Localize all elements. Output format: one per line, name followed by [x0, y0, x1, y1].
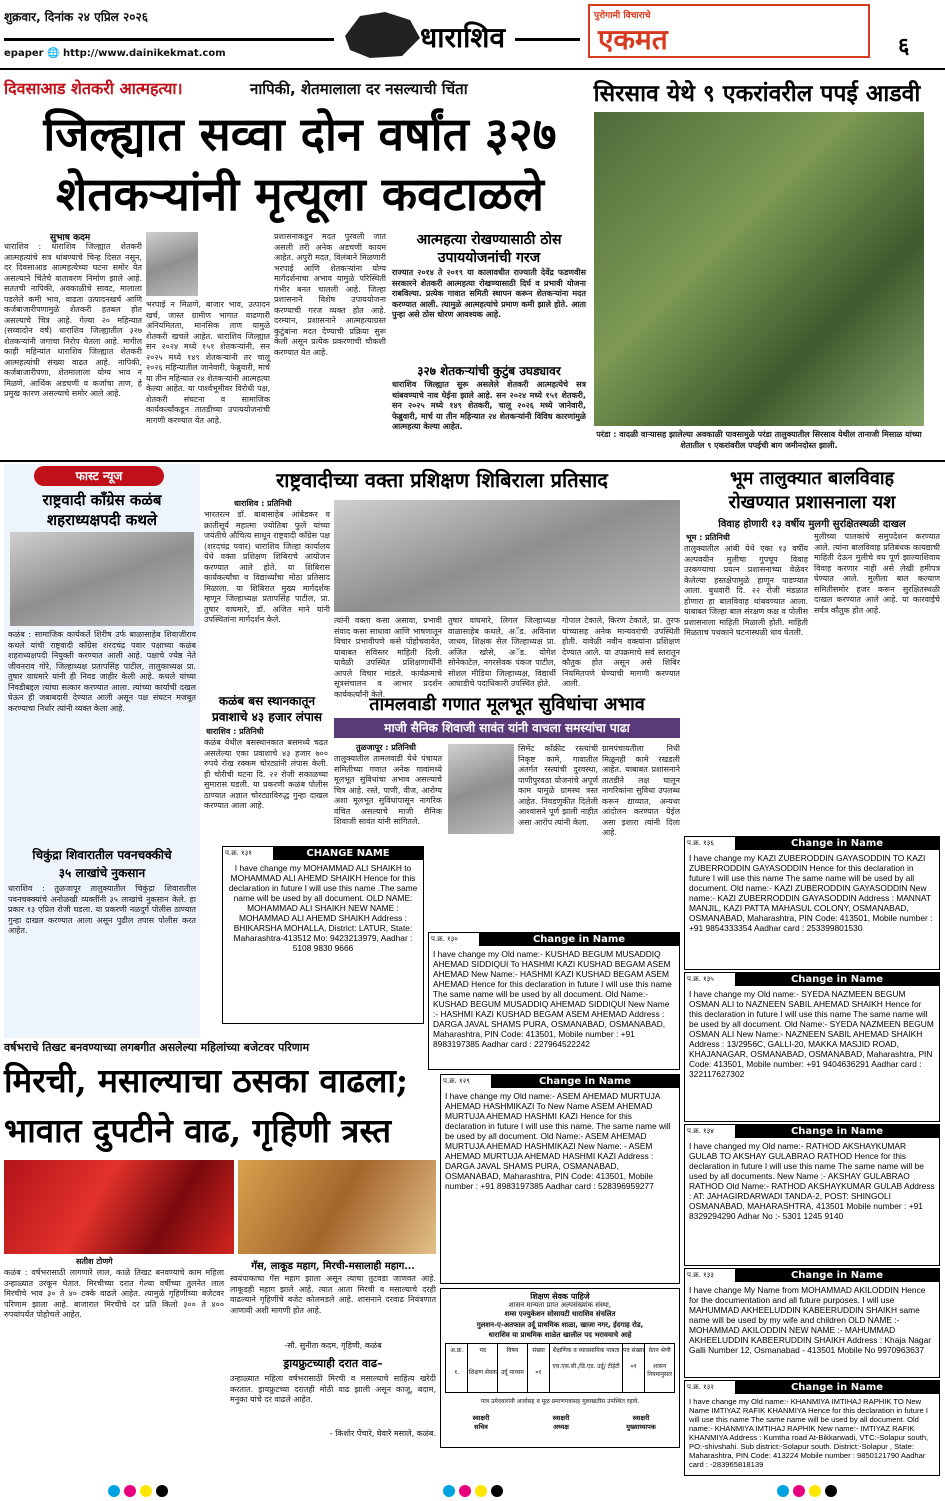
- recruit-col-0: अ.क्र. १.: [446, 1344, 468, 1392]
- notice-133: [684, 1268, 940, 1378]
- fastnews-body2: धाराशिव : तुळजापूर तालुक्यातील चिकुंद्रा शिवारातील पवनचक्क्यांचे अनोळखी व्यक्तींनी ३५ लाखांचे नुकसान केले. हा प्रकार १३ एप्रिल रोजी घडला. या प्रकरणी नळदुर्ग पोलीस ठाण्यात गुन्हा दाखल करण्यात आला असून पुढील तपास पोलीस करत आहेत.: [8, 884, 196, 935]
- ncp-body2: त्यांनी वक्ता कसा असावा, प्रभावी संवाद कसा साधावा आणि भाषणातून विचार प्रभावीपणे कसे पोहोचवावेत, याबाबत सविस्तर माहिती दिली. यावेळी उपस्थित प्रशिक्षणार्थींनी आपले विचार मांडले. कार्यक्रमाचे सूत्रसंचालन व आभार प्रदर्शन कार्यकर्त्यांनी केले.: [334, 616, 442, 699]
- issue-date: शुक्रवार, दिनांक २४ एप्रिल २०२६: [4, 10, 148, 24]
- swatch-black-2: [491, 1485, 503, 1497]
- recruit-col-2: विषय उर्दू माध्यम: [498, 1344, 528, 1392]
- epaper-link[interactable]: epaper 🌐 http://www.dainikekmat.com: [4, 48, 226, 59]
- recruit-t4: गुलशन-ए-अतफाल उर्दू प्राथमिक शाळा, खाजा नगर, ईदगाह रोड,: [476, 1321, 644, 1329]
- chilli-kicker: वर्षभराचे तिखट बनवण्याच्या लगबगीत असलेल्या महिलांच्या बजेटवर परिणाम: [4, 1041, 310, 1054]
- page-number: ६: [898, 33, 910, 59]
- headline-story1-line1: जिल्ह्यात सव्वा दोन वर्षांत ३२७: [43, 107, 557, 161]
- notice-130-head: Change in Name: [479, 933, 679, 946]
- chilli-quote: -सौ. सुनीता कदम, गृहिणी, कळंब: [284, 1341, 382, 1350]
- ncp-headline: राष्ट्रवादीच्या वक्ता प्रशिक्षण शिबिराला प्रतिसाद: [276, 468, 608, 492]
- kalamb-body: कळंब येथील बसस्थानकात बसमध्ये चढत असलेल्या एका प्रवाशाचे ४३ हजार ७०० रुपये रोख रक्कम चोरट्यांनी लंपास केली. ही चोरीची घटना दि. २२ रोजी सकाळच्या सुमारास घडली. या प्रकरणी कळंब पोलीस ठाण्यात अज्ञात चोरट्याविरुद्ध गुन्हा दाखल करण्यात आला आहे.: [204, 738, 328, 810]
- chilli-quote2: - किशोर पेंचारे, घेवारे मसाले, कळंब.: [329, 1429, 436, 1438]
- tamalwadi-body: तालुक्यातील तामलवाडी येथे पंचायत समितीच्या गणात अनेक गावांमध्ये मूलभूत सुविधांचा अभाव असल्याचे चित्र आहे. रस्ते, पाणी, वीज, आरोग्य अशा मूलभूत सुविधांपासून नागरिक वंचित असल्याचे माजी सैनिक शिवाजी सावंत यांनी सांगितले.: [334, 754, 442, 826]
- notice-133-head: Change in Name: [735, 1269, 939, 1282]
- notice-132-body: I have change my Old name:- KHANMIYA IMTIHAJ RAPHIK TO New Name IMTIYAZ RAFIK KHANMIYA Hence for this declaration in future I will use this name The same name will be used by all document. Old name:- KHANMIYA IMTIHAJ RAPHIK New name:- IMTIYAZ RAFIK KHANMIYA Address : Kumtha road At-Bikkarwadi, VTC:-Solapur south, PO:-shivshahi. Sub district:-Solapur south. District:-Solapur , State: Maharashtra, PIN Code: 413224 Mobile number : 9850121790 Aadhar card : -283965818139: [689, 1397, 929, 1469]
- sidebar1-body: राज्यात २०१४ ते २०१९ या कालावधीत राज्याती देवेंद्र फडणवीस सरकारने शेतकरी आत्महत्या रोखण्यासाठी दिर्घ व प्रभावी योजना राबविल्या. प्रत्येक गावात समिती स्थापन करून शेतकऱ्यांना मदत करण्यात आली. त्यामुळे आत्महत्यांचे प्रमाण कमी झाले होते. आता पुन्हा असे ठोस धोरण आवश्यक आहे.: [392, 268, 586, 319]
- chilli-headline1: मिरची, मसाल्याचा ठसका वाढला;: [4, 1061, 409, 1100]
- story1-body-col2: भरपाई न मिळणे, बाजार भाव, उत्पादन खर्च, जास्त ग्रामीण भागात वाढणारी अनियमितता, मानसिक ताण यामुळे शेतकरी खचले आहेत. धाराशिव जिल्ह्यात सन २०२४ मध्ये १५१ शेतकऱ्यांनी, सन २०२५ मध्ये १४९ शेतकऱ्यांनी तर चालू २०२६ महिन्यातील जानेवारी, फेब्रुवारी, मार्च या तीन महिन्यात २४ शेतकऱ्यांनी आत्महत्या केल्या आहेत. या पार्श्वभूमीवर विरोधी पक्ष, शेतकरी संघटना व सामाजिक कार्यकर्त्यांकडून तातडीच्या उपाययोजनांची मागणी करण्यात येत आहे.: [146, 300, 270, 425]
- color-registration-strip: [0, 1482, 945, 1498]
- recruit-t3: शम्स एज्युकेशन सोसायटी धाराशिव संचलित: [504, 1310, 616, 1318]
- swatch-black: [156, 1485, 168, 1497]
- recruit-t5: धाराशिव या प्राथमिक शाळेत खालील पद भरावयाचे आहे: [488, 1331, 632, 1339]
- chilli-body: कळंब : वर्षभरासाठी लागणारे लाल, काळे तिखट बनवण्याचे काम महिला उन्हाळ्यात उरकून घेतात. मिरचीच्या दरात गेल्या वर्षीच्या तुलनेत लाल मिरचीचे भाव ३० ते ४० टक्के वाढले आहेत. त्यामुळे गृहिणींच्या बजेटवर परिणाम झाला आहे. बाजारात मिरचीचे दर प्रति किलो ३०० ते ४०० रुपयांपर्यंत पोहोचले आहेत.: [4, 1268, 224, 1319]
- balvivah-subhead: विवाह होणारी १३ वर्षीय मुलगी सुरक्षितस्थळी दाखल: [718, 519, 906, 530]
- paper-name: एकमत: [598, 23, 668, 56]
- ncp-body4: गोपाल टेकाले, किरण टेकाले, प्रा. तुरफ यांच्यासह अनेक मान्यवरांची उपस्थिती होती. यावेळी नवीन वक्त्यांना प्रशिक्षण देण्यात आले. या उपक्रमाचे सर्व स्तरातून कौतुक होत असून असे शिबिर नियमितपणे घेण्याची मागणी करण्यात आली.: [562, 616, 680, 688]
- masthead: [0, 0, 945, 70]
- balvivah-body2: मुलीच्या पालकांचे समुपदेशन करण्यात आले. त्यांना बालविवाह प्रतिबंधक कायद्याची माहिती देऊन मुलीचे वय पूर्ण झाल्याशिवाय विवाह करणार नाही असे लेखी हमीपत्र घेण्यात आले. मुलीला बाल कल्याण समितीसमोर हजर करून सुरक्षितस्थळी दाखल करण्यात आले आहे. या कारवाईचे सर्वत्र कौतुक होत आहे.: [814, 532, 940, 615]
- portrait-photo: [146, 232, 198, 296]
- fastnews-subhead2: ३५ लाखांचे नुकसान: [58, 866, 146, 880]
- notice-131-num: प.क्र. १३१: [225, 849, 252, 857]
- balvivah-title1: भूम तालुक्यात बालविवाह: [729, 468, 895, 489]
- sidebar1-body2: धाराशिव जिल्ह्यात सुरू असलेले शेतकरी आत्महत्येचे सत्र थांबवण्याचे नाव घेईना झाले आहे. सन २०२४ मध्ये १५१ शेतकरी, सन २०२५ मध्ये १४९ शेतकरी, चालू २०२६ मध्ये जानेवारी, फेब्रुवारी, मार्च या तीन महिन्यात २४ शेतकऱ्यांनी विविध कारणांमुळे आत्महत्या केल्या आहेत.: [392, 380, 586, 431]
- recruit-col-5: पद संख्या ०१: [623, 1344, 645, 1392]
- notice-130-body: I have change my Old name:- KUSHAD BEGUM MUSADDIQ AHEMAD SIDDIQUI To HASHMI KAZI KUSHAD BEGAM ASEM AHEMAD New Name:- HASHMI KAZI KUSHAD BEGAM ASEM AHEMAD Hence for this declaration in future I will use this name The same name will be used by all document. Old Name:- KUSHAD BEGUM MUSADDIQ AHEMAD SIDDIQUI New Name :- HASHMI KAZI KUSHAD BEGAM ASEM AHEMAD Address : DARGA JAVAL SHAMS PURA, OSMANABAD, OSMANABAD, Maharashtra, PIN Code: 413501, Mobile number : +91 8983197385 Aadhar card : 227964522242: [433, 949, 672, 1049]
- tamalwadi-body3: ग्रामपंचायतीला निधी मिळूनही कामे रखडली आहेत. याबाबत प्रशासनाने तातडीने लक्ष घालून नागरिकांना सुविधा उपलब्ध करून द्याव्यात, अन्यथा आंदोलन करण्यात येईल असा इशारा त्यांनी दिला आहे.: [602, 744, 680, 837]
- fastnews-label: फास्ट न्यूज: [34, 466, 164, 486]
- fastnews-panel: [4, 464, 200, 1038]
- balvivah-body: तालुक्यातील आंबी येथे एका १३ वर्षीय अल्पवयीन मुलीचा गुपचूप विवाह उरकण्याचा प्रयत्न प्रशासनाच्या वेळेवर केलेल्या हस्तक्षेपामुळे हाणून पाडण्यात आला. बुधवारी दि. २२ रोजी मंडळात होणारा हा बालविवाह थांबवण्यात आला. याबाबत जिल्हा बाल संरक्षण कक्ष व पोलीस प्रशासनाला माहिती मिळाली होती. माहिती मिळताच पथकाने घटनास्थळी धाव घेतली.: [684, 544, 808, 637]
- kalamb-byline: धाराशिव : प्रतिनिधी: [206, 727, 264, 736]
- tamalwadi-portrait: [448, 744, 514, 834]
- notice-131: [222, 846, 424, 1024]
- chilli-headline2: भावात दुपटीने वाढ, गृहिणी त्रस्त: [4, 1111, 392, 1150]
- swatch-cyan: [108, 1485, 120, 1497]
- notice-133-num: प.क्र. १३३: [687, 1271, 714, 1279]
- notice-136-head: Change in Name: [735, 837, 939, 850]
- masthead-rule-right: [515, 38, 580, 41]
- recruit-ad: [440, 1288, 680, 1448]
- byline-story1: सुभाष कदम: [50, 233, 91, 243]
- notice-136-body: I have change my KAZI ZUBERODDIN GAYASODDIN TO KAZI ZUBERRODDIN GAYASODDIN Hence for this declaration in future I will use this name The same name will be used by all document. Old name:- KAZI ZUBERODDIN GAYASODDIN New name:- KAZI ZUBERRODDIN GAYASODDIN Address : MANNAT MANJIL, KAZI PATTA MAHASUL COLONY, OSMANABAD, OSMANABAD, Maharashtra, PIN Code: 413501, Mobile number : +91 9854333354 Aadhar card : 253399801530: [689, 853, 933, 933]
- notice-131-body: I have change my MOHAMMAD ALI SHAIKH to MOHAMMAD ALI AHEMD SHAIKH Hence for this declaration in future I will use this name .The same name will be used by all document. OLD NAME: MOHAMMAD ALI SHAIKH NEW NAME : MOHAMMAD ALI AHEMD SHAIKH Address : BHIKARSHA MOHALLA, District: LATUR, State: Maharashtra-413512 Mo: 9423213979, Aadhar : 5108 9830 9666: [228, 863, 418, 953]
- ncp-body3: तुषार वाघमारे, लिगल जिल्हाध्यक्ष वाळासाहेब कथले, अॅड. अविनाश जाधव, शिक्षक सेल जिल्हाध्यक्ष प्रा. अजित खोसे, अॅड. योगेश सोनेकाटेल, नगरसेवक पंकज पाटील, सोशल मीडिया जिल्हाध्यक्ष, विद्यार्थी आघाडीचे पदाधिकारी उपस्थित होते.: [448, 616, 556, 688]
- recruit-foot: पात्र उमेदवारांनी अर्जासह व मूळ प्रमाणपत्रासह मुलाखतीस उपस्थित रहावे.: [480, 1398, 640, 1405]
- ncp-body: भारतरत्न डॉ. बाबासाहेब आंबेडकर व क्रांतीसूर्य महात्मा ज्योतिबा फुले यांच्या जयंतीचे औचित्य साधून राष्ट्रवादी काँग्रेस पक्ष (शरदचंद्र पवार) धाराशिव जिल्हा कार्यालय येथे वक्ता प्रशिक्षण शिबिराचे आयोजन करण्यात आले होते. या शिबिरास कार्यकर्त्यांचा व विद्यार्थ्यांचा मोठा प्रतिसाद मिळाला. या शिबिरात मुख्य मार्गदर्शक म्हणून जिल्हाध्यक्ष प्रतापसिंह पाटील, प्रा. तुषार वाघमारे, डॉ. अजित माने यांनी उपस्थितांना मार्गदर्शन केले.: [204, 510, 330, 624]
- tamalwadi-body2: सिमेंट काँक्रीट रस्त्यांची निकृष्ट कामे, गावातील अंतर्गत रस्त्यांची दुरवस्था, पाणीपुरवठा योजनांचे अपूर्ण काम यामुळे ग्रामस्थ त्रस्त आहेत. निवडणुकीत दिलेली आश्वासने पूर्ण झाली नाहीत असा आरोप त्यांनी केला.: [518, 744, 598, 827]
- ncp-photo: [334, 500, 680, 612]
- recruit-col-6: वेतन श्रेणी शासन नियमानुसार: [647, 1347, 673, 1378]
- notice-136: [684, 836, 940, 970]
- chilli-photo-market: [238, 1160, 436, 1254]
- notice-131-head: CHANGE NAME: [273, 847, 423, 860]
- notice-134-body: I have changed my Old name:- RATHOD AKSHAYKUMAR GULAB TO AKSHAY GULABRAO RATHOD Hence for this declaration in future I will use this name The same name will be used by all documents. New Name :- AKSHAY GULABRAO RATHOD Old Name:- RATHOD AKSHAYKUMAR GULAB Address : AT: JAHAGIRDARWADI TANDA-2, POST: SHINGOLI OSMANABAD, MAHARASHTRA, 413501 Mobile number : +91 8329294290 Adhar No :- 5301 1245 9140: [689, 1141, 935, 1221]
- balvivah-byline: भूम : प्रतिनिधी: [686, 533, 730, 542]
- notice-132: [684, 1380, 940, 1476]
- notice-132-head: Change in Name: [735, 1381, 939, 1394]
- tamalwadi-subhead: माजी सैनिक शिवाजी सावंत यांनी वाचला समस्यांचा पाढा: [334, 718, 680, 738]
- fastnews-title1: राष्ट्रवादी काँग्रेस कळंब: [42, 491, 162, 509]
- swatch-magenta-3: [793, 1485, 805, 1497]
- notice-136-num: प.क्र. १३६: [687, 839, 714, 847]
- chilli-photo-red: [4, 1160, 234, 1254]
- notice-134-num: प.क्र. १३४: [687, 1127, 714, 1135]
- recruit-t2: शासन मान्यता प्राप्त अल्पसंख्यांक संस्था,: [508, 1301, 612, 1309]
- paper-logo: [588, 4, 870, 58]
- notice-135-num: प.क्र. १३५: [687, 975, 714, 983]
- story1-body-col1: धाराशिव : धाराशिव जिल्ह्यात शेतकरी आत्महत्यांचे सत्र थांबण्याचे चिन्ह दिसत नसून, दर दिवसाआड आत्महत्येच्या घटना समोर येत असल्याने चिंतेचे वातावरण निर्माण झाले आहे. सततची नापिकी, अवकाळीचे सावट, मालाला पडलेले कमी भाव, वाढता उत्पादनखर्च आणि कर्जबाजारीपणामुळे शेतकरी हतबल होत असल्याचे चित्र आहे. गेल्या २० महिन्यात (सव्वादोन वर्ष) धाराशिव जिल्ह्यातील ३२७ शेतकऱ्यांनी जगाचा निरोप घेतला आहे. मागील काही महिन्यांत धाराशिव जिल्ह्यात शेतकरी आत्महत्यांची संख्या वाढत आहे. नापिकी, कर्जबाजारीपणा, शेतमालाला योग्य भाव न मिळणे, आर्थिक अडचणी व कर्जाचा ताण, हे प्रमुख कारण असल्याचे समोर आले आहे.: [4, 242, 142, 398]
- recruit-table: [445, 1343, 675, 1393]
- story1-body-col3: प्रशासनाकडून मदत पुरवली जात असली तरी अनेक अडचणी कायम आहेत. अपुरी मदत, विलंबाने मिळणारी भरपाई आणि शेतकऱ्यांना योग्य मार्गदर्शनाचा अभाव यामुळे परिस्थिती गंभीर बनत चालली आहे. जिल्हा प्रशासनाने विशेष उपाययोजना करण्याची गरज व्यक्त होत आहे. दरम्यान, प्रशासनाने आत्महत्याग्रस्त कुटुंबांना मदत देण्याची प्रक्रिया सुरू केली असून प्रत्येक प्रकरणाची चौकशी करण्यात येत आहे.: [274, 232, 386, 357]
- notice-135-body: I have change my Old name:- SYEDA NAZMEEN BEGUM OSMAN ALI to NAZNEEN SABIL AHEMAD SHAIKH Hence for this declaration in future I will use this name The same name will be used by all document. Old Name:- SYEDA NAZMEEN BEGUM OSMAN ALI New Name:- NAZNEEN SABIL AHEMAD SHAIKH Address : 13/2956C, GALLI-20, MAKKA MASJID ROAD, KHAJANAGAR, OSMANABAD, OSMANABAD, Maharashtra, PIN Code: 413501, Mobile number: +91 9404636291 Aadhar card : 322117627302: [689, 989, 934, 1079]
- swatch-black-3: [825, 1485, 837, 1497]
- chilli-subhead: गॅस, लाकूड महाग, मिरची-मसालाही महाग...: [251, 1261, 415, 1272]
- notice-130: [428, 932, 680, 1070]
- swatch-magenta-2: [459, 1485, 471, 1497]
- city-title: धाराशिव: [420, 21, 506, 54]
- fastnews-body: कळंब : सामाजिक कार्यकर्ते शिरीष उर्फ बाळासाहेब शिवाजीराव कथले यांची राष्ट्रवादी काँग्रेस शरदचंद्र पवार पक्षाच्या कळंब शहराध्यक्षपदी नियुक्ती करण्यात आली आहे. पक्षाचे ज्येष्ठ नेते जीवनराव गोरे, जिल्हाध्यक्ष प्रतापसिंह पाटील, तालुकाध्यक्ष प्रा. तुषार वाघमारे यांनी ही निवड जाहीर केली आहे. कथले यांच्या निवडीबद्दल त्यांचा सत्कार करण्यात आला. त्यांच्या कार्याची दखल घेऊन ही जबाबदारी देण्यात आली असून पक्ष संघटन मजबूत करण्याचा निर्धार त्यांनी व्यक्त केला आहे.: [8, 630, 196, 713]
- swatch-yellow: [140, 1485, 152, 1497]
- notice-134-head: Change in Name: [735, 1125, 939, 1138]
- notice-130-num: प.क्र. १३०: [431, 935, 458, 943]
- kicker-red: दिवसाआड शेतकरी आत्महत्या।: [4, 79, 183, 98]
- notice-135: [684, 972, 940, 1122]
- sidebar1-box: [390, 230, 588, 458]
- notice-135-head: Change in Name: [735, 973, 939, 986]
- recruit-sig-1: स्वाक्षरी अध्यक्ष: [552, 1414, 570, 1431]
- notice-129-num: प.क्र. १२९: [443, 1077, 470, 1085]
- kalamb-title2: प्रवाशाचे ४३ हजार लंपास: [212, 710, 322, 724]
- map-icon: [340, 6, 425, 62]
- recruit-col-3: संख्या ०१: [528, 1344, 550, 1392]
- chilli-body2: स्वयंपाकाचा गॅस महाग झाला असून त्याचा तुटवडा जाणवत आहे. लाकूडही महाग झाले आहे. त्यात आता मिरची व मसाल्याचे दरही वाढल्याने गृहिणींचे बजेट कोलमडले आहे. शासनाने दरवाढ नियंत्रणात आणावी अशी मागणी होत आहे.: [230, 1274, 436, 1315]
- chilli-subhead2: ड्रायफ्रुटच्याही दरात वाढ–: [283, 1357, 383, 1370]
- tamalwadi-byline: तुळजापूर : प्रतिनिधी: [356, 743, 416, 752]
- chilli-body3: उन्हाळ्यात महिला वर्षभरासाठी मिरची व मसाल्याचे साहित्य खरेदी करतात. ड्रायफ्रुटच्या दरातही मोठी वाढ झाली असून काजू, बदाम, मनुका यांचे दर वाढले आहेत.: [230, 1374, 436, 1404]
- papaya-headline: सिरसाव येथे ९ एकरांवरील पपई आडवी: [593, 80, 921, 107]
- swatch-yellow-2: [475, 1485, 487, 1497]
- notice-132-num: प.क्र. १३२: [687, 1383, 714, 1391]
- recruit-col-1: पद शिक्षण सेवक: [468, 1344, 498, 1392]
- ncp-byline: धाराशिव : प्रतिनिधी: [234, 499, 292, 508]
- fastnews-subhead: चिकुंद्रा शिवारातील पवनचक्कीचे: [32, 848, 172, 862]
- rule-mid1: [0, 460, 945, 462]
- recruit-col-4: शैक्षणिक व व्यावसायिक पात्रता एच.एस.सी./डि.एड. उर्दू/ टीईटी: [550, 1344, 623, 1392]
- masthead-rule: [4, 38, 334, 41]
- notice-129: [440, 1074, 680, 1284]
- sidebar1-title1: आत्महत्या रोखण्यासाठी ठोस: [416, 232, 562, 248]
- recruit-sig-2: स्वाक्षरी मुख्याध्यापक: [626, 1414, 656, 1431]
- fastnews-photo: [10, 532, 194, 626]
- recruit-sig-0: स्वाक्षरी सचिव: [472, 1414, 490, 1431]
- swatch-cyan-2: [443, 1485, 455, 1497]
- notice-134: [684, 1124, 940, 1266]
- sidebar1-subhead: ३२७ शेतकऱ्यांची कुटुंब उघड्यावर: [417, 364, 561, 378]
- swatch-cyan-3: [777, 1485, 789, 1497]
- top-rule: [0, 68, 945, 70]
- kicker-black: नापिकी, शेतमालाला दर नसल्याची चिंता: [250, 80, 468, 98]
- notice-129-body: I have change my Old name:- ASEM AHEMAD MURTUJA AHEMAD HASHMIKAZI To New Name ASEM AHEMAD MURTUJA AHEMAD HASHMI KAZI Hence for this declaration in future I will use this name. The same name will be used by all document. Old Name:- ASEM AHEMAD MURTUJA AHEMAD HASHMIKAZI New Name: - ASEM AHEMAD MURTUJA AHEMAD HASHMI KAZI Address : DARGA JAVAL SHAMS PURA, OSMANABAD, OSMANABAD, Maharashtra, PIN Code: 413501, Mobile number : +91 8983197385 Aadhar card : 528396959277: [445, 1091, 671, 1191]
- chilli-byline: सतीश टोणगे: [76, 1257, 113, 1266]
- kalamb-title1: कळंब बस स्थानकातून: [218, 694, 316, 708]
- tamalwadi-headline: तामलवाडी गणात मूलभूत सुविधांचा अभाव: [369, 694, 645, 715]
- notice-133-body: I have change My Name from MOHAMMAD AKILODDIN Hence for the documentation and all future purposes. I will use MAHUMMAD AKHEELUDDIN KABEERUDDIN SHAIKH same name will be used by my wife and children OLD NAME :- MOHAMMAD AKILODDIN NEW NAME :- MAHUMMAD AKHEELUDDIN KABEERUDDIN SHAIKH Address : Khaja Nagar Galli Number 12, Osmanabad - 413501 Mobile No 9970963637: [689, 1285, 932, 1355]
- papaya-photo: [594, 112, 924, 426]
- headline-story1-line2: शेतकऱ्यांनी मृत्यूला कवटाळले: [56, 167, 544, 221]
- fastnews-title2: शहराध्यक्षपदी कथले: [46, 511, 158, 529]
- sidebar1-title2: उपाययोजनांची गरज: [437, 250, 541, 266]
- swatch-magenta: [124, 1485, 136, 1497]
- recruit-t1: शिक्षण सेवक पाहिजे: [530, 1292, 590, 1301]
- notice-129-head: Change in Name: [491, 1075, 679, 1088]
- papaya-caption: परंडा : वादळी वाऱ्यासह झालेल्या अवकाळी पावसामुळे परंडा तालुक्यातील सिरसाव येथील तानाजी मिसाळ यांच्या शेतातील ९ एकरांवरील पपईची बाग जमीनदोस्त झाली.: [596, 430, 922, 450]
- paper-tagline: पुरोगामी विचाराचे: [594, 11, 651, 21]
- swatch-yellow-3: [809, 1485, 821, 1497]
- balvivah-title2: रोखण्यात प्रशासनाला यश: [728, 492, 896, 513]
